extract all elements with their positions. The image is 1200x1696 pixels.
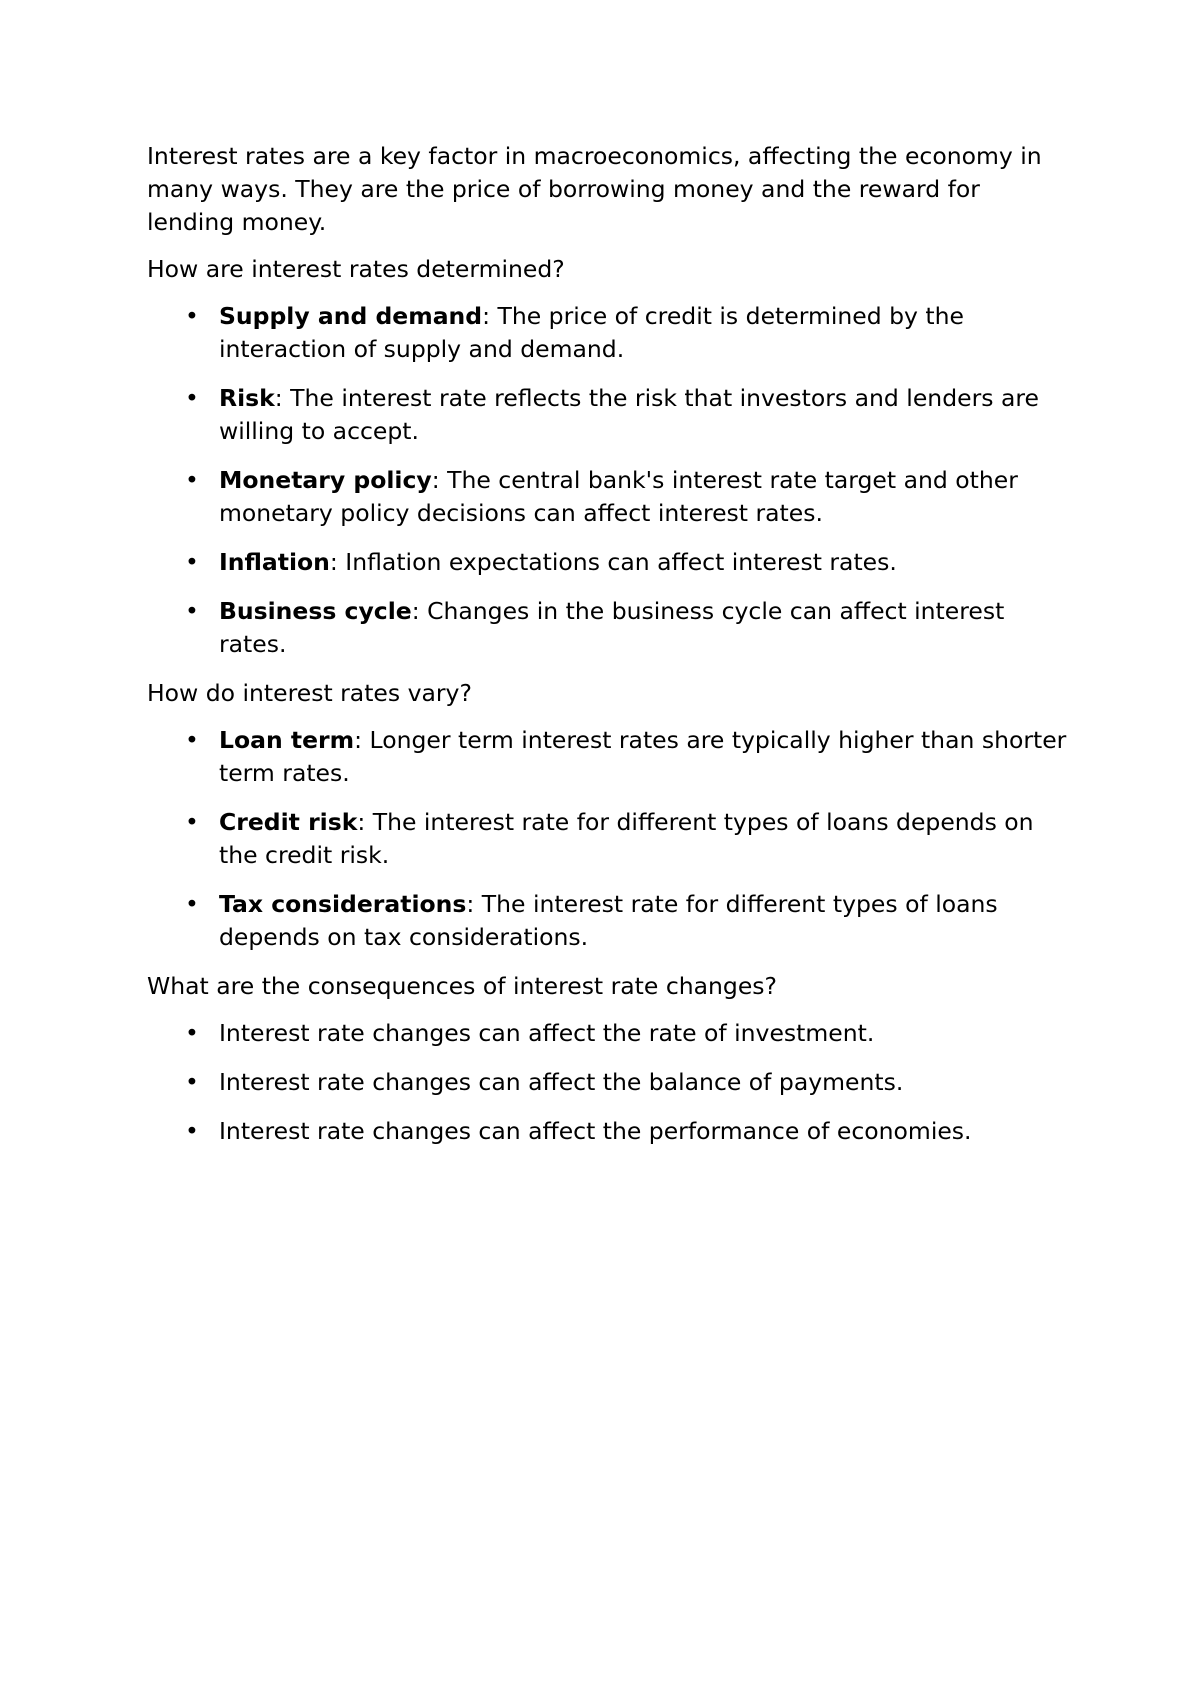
list-item-text: Interest rate changes can affect the balance of payments. [219,1068,904,1096]
list-item-text: : The price of credit is determined by the interaction of supply and demand. [219,302,964,363]
bullet-icon: • [185,597,199,625]
bullet-icon: • [185,466,199,494]
bullet-icon: • [185,384,199,412]
list-item-text: Interest rate changes can affect the rate of investment. [219,1019,875,1047]
list-item [147,1066,1067,1099]
list-item-term: Tax considerations [219,890,467,918]
list-item-term: Business cycle [219,597,412,625]
bullet-icon: • [185,1019,199,1047]
list-item [147,888,1067,954]
list-item-term: Monetary policy [219,466,432,494]
bullet-icon: • [185,302,199,330]
section-heading-vary: How do interest rates vary? [147,679,472,707]
list-item [147,300,1067,366]
list-item-text: : Longer term interest rates are typically higher than shorter term rates. [219,726,1067,787]
list-item [147,1017,1067,1050]
bullet-list-consequences [147,1017,1067,1148]
list-item [147,1115,1067,1148]
document-page [147,140,1067,1164]
list-item-text: : The central bank's interest rate target and other monetary policy decisions can affect interest rates. [219,466,1018,527]
bullet-list-determined [147,300,1067,661]
list-item [147,806,1067,872]
bullet-icon: • [185,890,199,918]
section-heading-determined: How are interest rates determined? [147,255,565,283]
bullet-list-vary [147,724,1067,954]
bullet-icon: • [185,548,199,576]
section-heading-consequences: What are the consequences of interest rate changes? [147,972,778,1000]
list-item-text: : The interest rate for different types of loans depends on the credit risk. [219,808,1034,869]
list-item-text: : The interest rate reflects the risk that investors and lenders are willing to accept. [219,384,1039,445]
list-item [147,595,1067,661]
list-item [147,724,1067,790]
list-item-term: Inflation [219,548,330,576]
bullet-icon: • [185,1117,199,1145]
list-item [147,546,1067,579]
list-item-text: : The interest rate for different types of loans depends on tax considerations. [219,890,998,951]
list-item [147,464,1067,530]
list-item-term: Supply and demand [219,302,483,330]
bullet-icon: • [185,1068,199,1096]
list-item [147,382,1067,448]
list-item-text: Interest rate changes can affect the performance of economies. [219,1117,972,1145]
bullet-icon: • [185,808,199,836]
list-item-term: Risk [219,384,275,412]
bullet-icon: • [185,726,199,754]
list-item-term: Credit risk [219,808,358,836]
list-item-text: : Changes in the business cycle can affect interest rates. [219,597,1005,658]
intro-paragraph: Interest rates are a key factor in macroeconomics, affecting the economy in many ways. They are the price of borrowing money and the reward for lending money. [147,142,1042,236]
list-item-term: Loan term [219,726,355,754]
list-item-text: : Inflation expectations can affect interest rates. [329,548,897,576]
